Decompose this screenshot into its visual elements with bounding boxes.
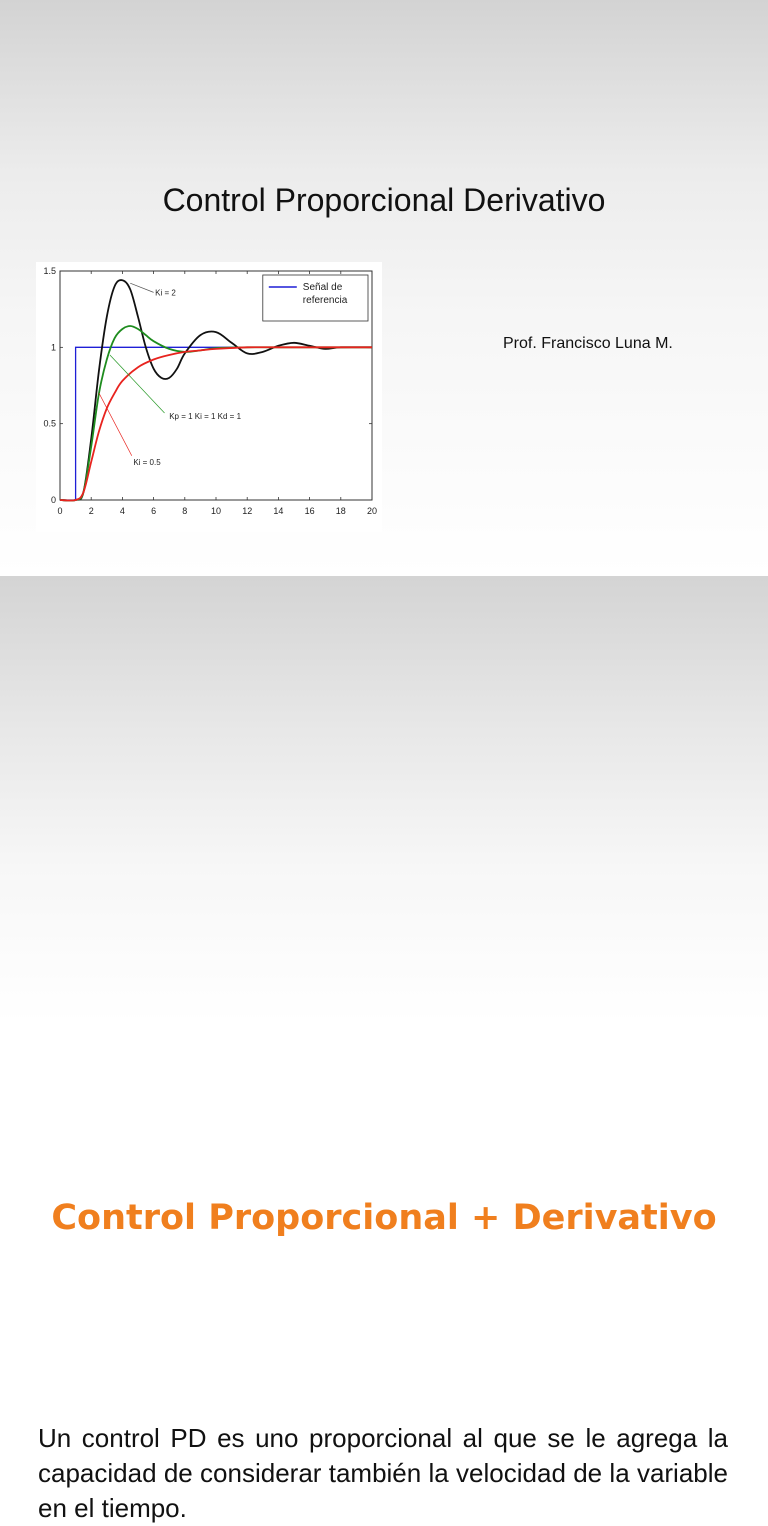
legend-label: referencia bbox=[302, 295, 348, 306]
x-tick-label: 6 bbox=[151, 506, 157, 516]
y-tick-label: 1 bbox=[50, 342, 56, 353]
slide-2-title: Control Proporcional + Derivativo bbox=[51, 1198, 717, 1238]
x-tick-label: 16 bbox=[304, 506, 315, 516]
y-tick-label: 1.5 bbox=[43, 266, 56, 276]
step-response-chart bbox=[36, 262, 382, 532]
annotation-ki-05: Ki = 0.5 bbox=[133, 457, 161, 467]
x-tick-label: 4 bbox=[119, 506, 125, 516]
slide-2 bbox=[0, 576, 768, 1523]
y-tick-label: 0 bbox=[50, 495, 56, 505]
x-tick-label: 10 bbox=[210, 506, 222, 516]
annotation-kp-ki-kd: Kp = 1 Ki = 1 Kd = 1 bbox=[169, 412, 242, 422]
legend-label: Señal de bbox=[302, 282, 343, 293]
x-tick-label: 12 bbox=[242, 506, 253, 516]
x-tick-label: 2 bbox=[88, 506, 94, 516]
x-tick-label: 20 bbox=[366, 506, 378, 516]
x-tick-label: 14 bbox=[273, 506, 284, 516]
author-name: Prof. Francisco Luna M. bbox=[503, 335, 673, 352]
annotation-ki-2: Ki = 2 bbox=[155, 288, 176, 298]
x-tick-label: 0 bbox=[57, 506, 63, 516]
x-tick-label: 18 bbox=[335, 506, 346, 516]
slide-1 bbox=[0, 0, 768, 576]
slide-2-body: Un control PD es uno proporcional al que se le agrega la capacidad de considerar también la velocidad de la variable en el tiempo. bbox=[38, 1423, 728, 1523]
x-tick-label: 8 bbox=[182, 506, 188, 516]
y-tick-label: 0.5 bbox=[43, 418, 56, 429]
chart-svg bbox=[36, 262, 382, 532]
slide-1-title: Control Proporcional Derivativo bbox=[162, 182, 606, 218]
